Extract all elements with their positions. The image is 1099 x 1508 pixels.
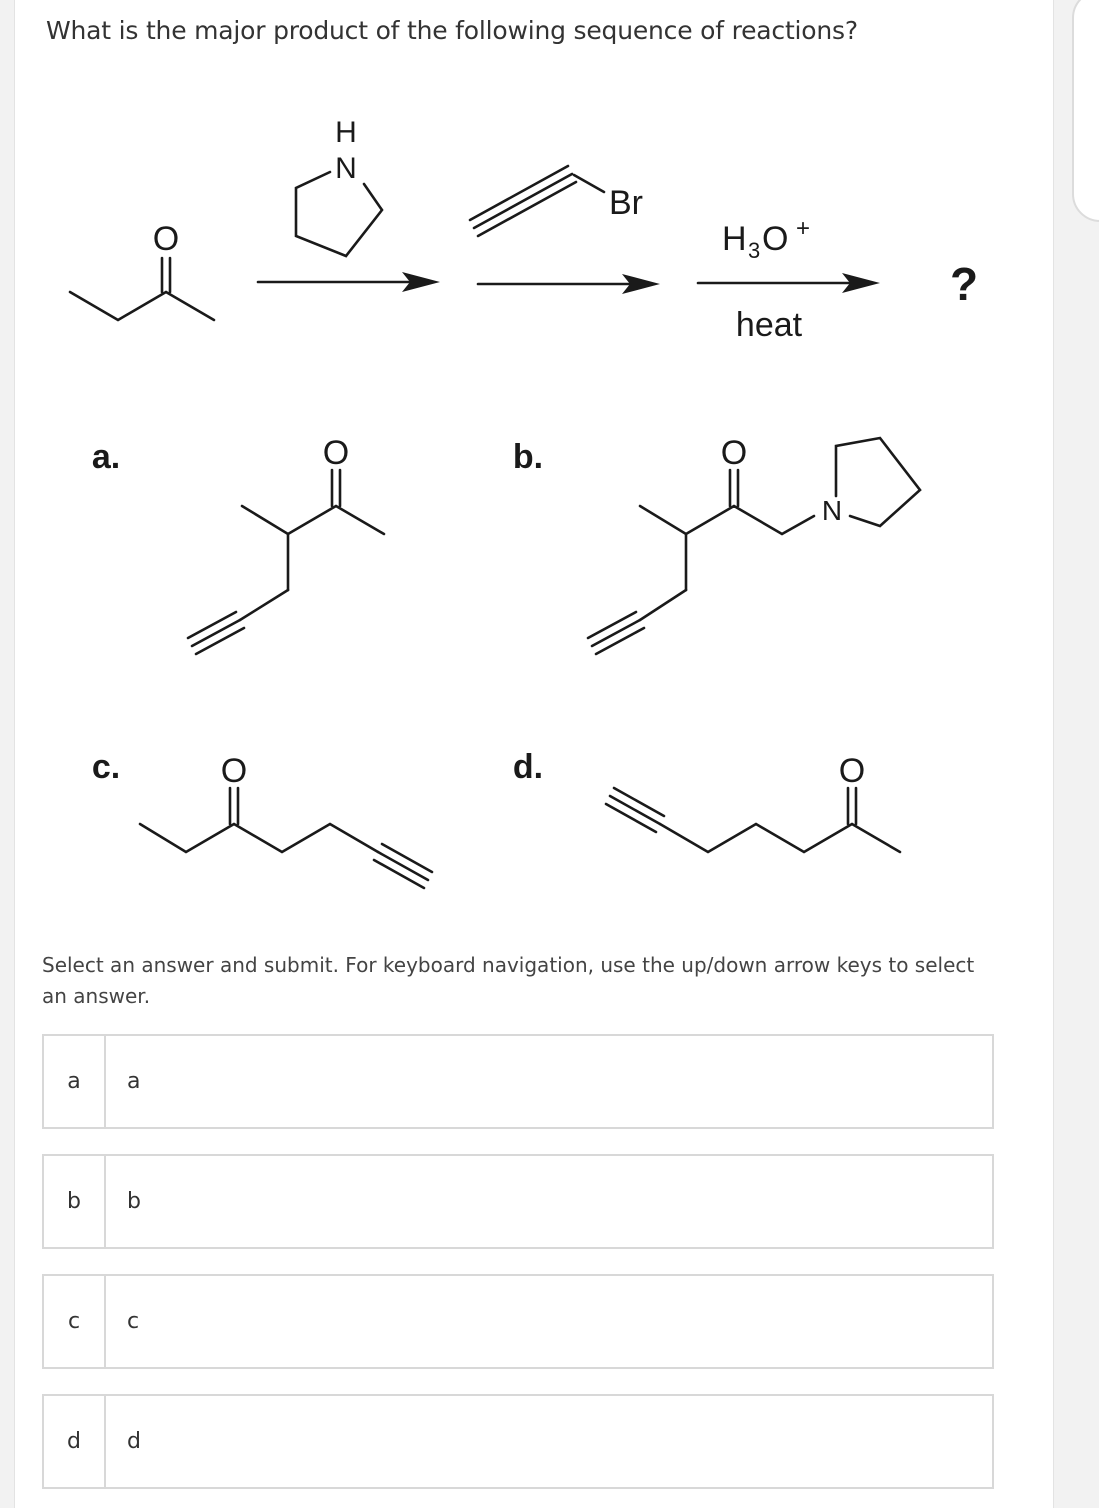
propargyl-bromide-reagent [470, 166, 643, 236]
answer-label-b: b [127, 1189, 141, 1214]
choice-a-oxygen: O [322, 434, 350, 472]
choice-c-structure [140, 752, 432, 888]
choice-b-structure [588, 434, 920, 654]
answer-label-a: a [127, 1069, 141, 1094]
choice-d-oxygen: O [838, 752, 866, 790]
answer-label-c: c [127, 1309, 140, 1334]
choice-c-oxygen: O [220, 752, 248, 790]
choice-b-nitrogen: N [821, 495, 843, 526]
answer-key-d: d [44, 1396, 106, 1487]
choice-d-label: d. [512, 748, 544, 786]
pyrrolidine-h: H [335, 116, 357, 149]
choice-b-label: b. [512, 438, 544, 476]
unknown-product: ? [949, 258, 979, 310]
choice-a-label: a. [91, 438, 121, 476]
hydronium-h: H [722, 220, 747, 258]
answer-option-b[interactable] [42, 1154, 994, 1249]
reaction-arrow-2 [478, 274, 660, 294]
instructions-text: Select an answer and submit. For keyboard navigation, use the up/down arrow keys to select an answer. [42, 953, 975, 1008]
answer-key-b: b [44, 1156, 106, 1247]
bromine-label: Br [609, 184, 643, 222]
answer-option-d[interactable] [42, 1394, 994, 1489]
choice-c-label: c. [91, 748, 121, 786]
ketone-oxygen: O [152, 220, 180, 258]
answer-option-c[interactable] [42, 1274, 994, 1369]
choice-a-structure [188, 434, 384, 654]
hydronium-reagent [722, 215, 810, 344]
answer-label-d: d [127, 1429, 141, 1454]
answer-option-a[interactable] [42, 1034, 994, 1129]
heat-condition: heat [735, 306, 803, 344]
hydronium-charge: + [796, 215, 811, 242]
hydronium-o: O [762, 220, 789, 258]
reaction-arrow-3 [698, 273, 880, 293]
starting-ketone [70, 220, 214, 320]
hydronium-subscript: 3 [748, 238, 761, 263]
choice-b-oxygen: O [720, 434, 748, 472]
choice-d-structure [606, 752, 900, 852]
pyrrolidine-reagent [296, 116, 382, 256]
answer-key-a: a [44, 1036, 106, 1127]
question-text: What is the major product of the following sequence of reactions? [46, 16, 858, 45]
reaction-arrow-1 [258, 272, 440, 292]
answer-key-c: c [44, 1276, 106, 1367]
pyrrolidine-n: N [335, 152, 357, 185]
